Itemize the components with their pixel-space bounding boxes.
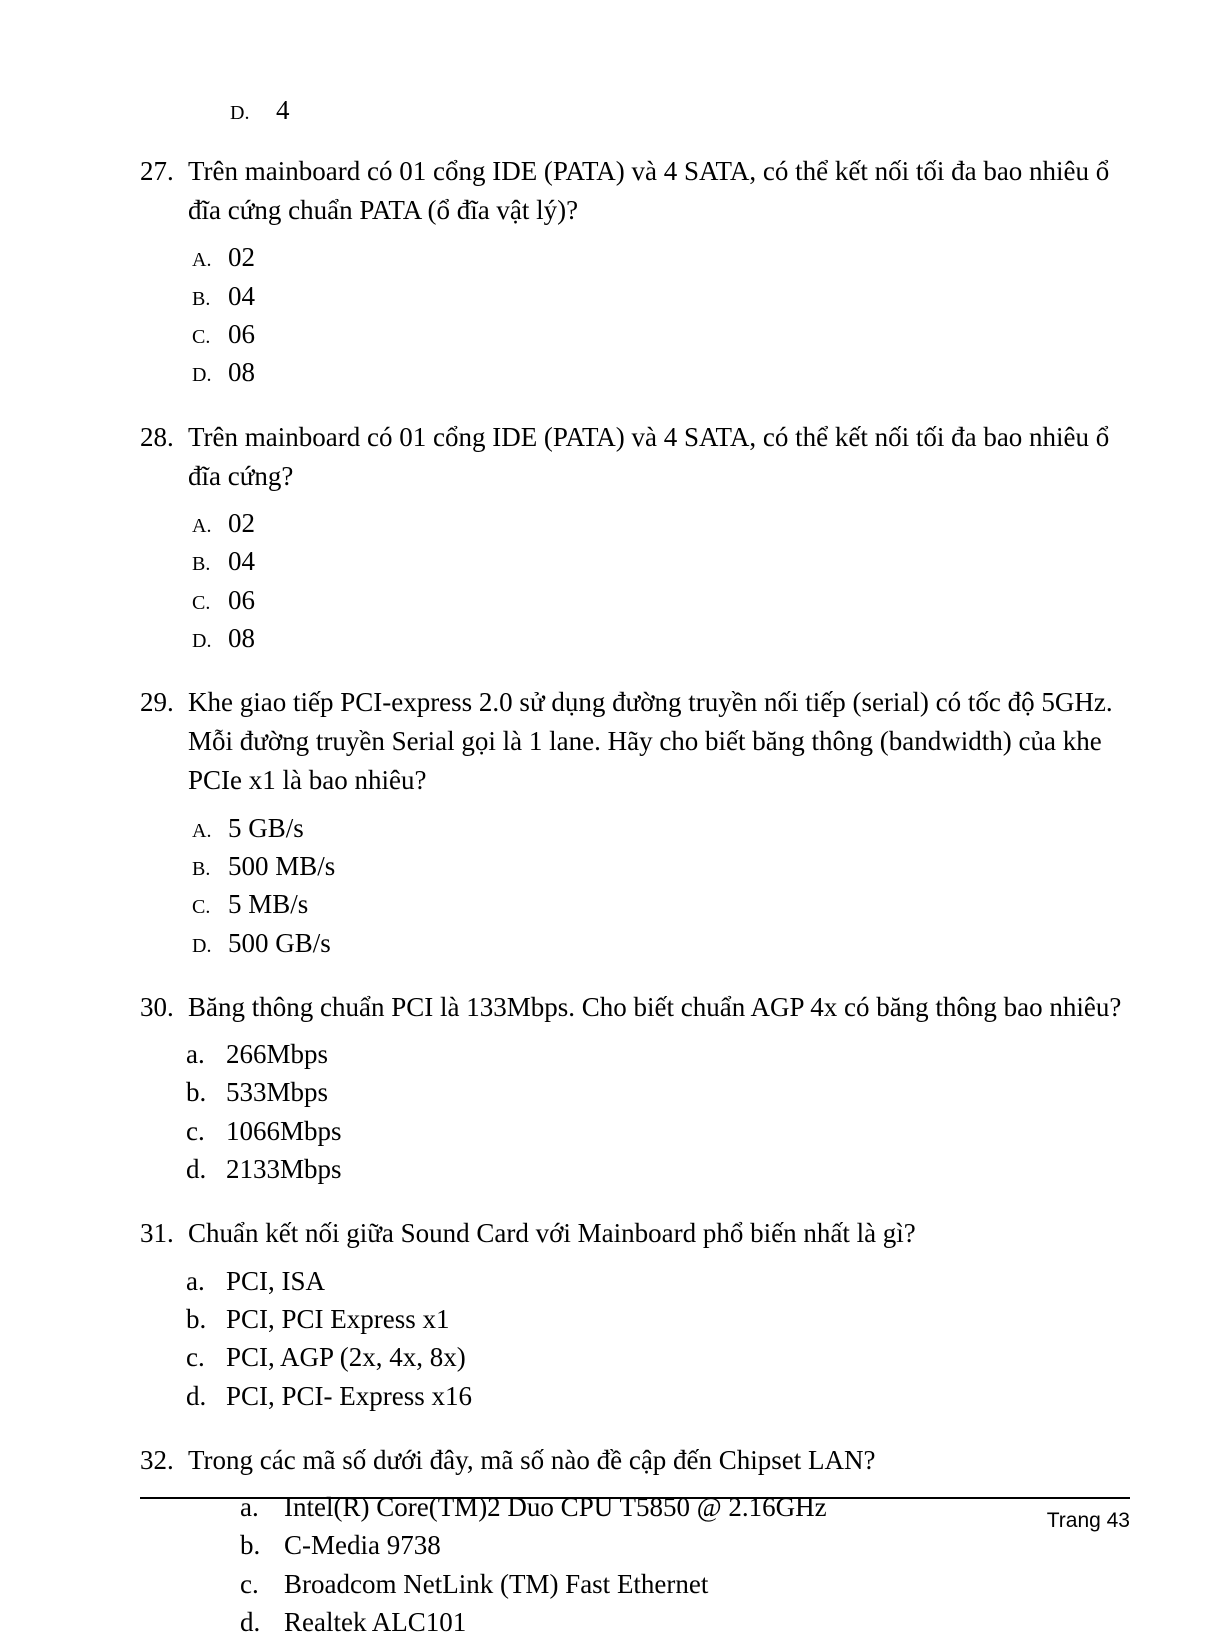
option-text: 04 bbox=[228, 546, 255, 577]
option-marker: d. bbox=[240, 1606, 261, 1637]
option-marker: C. bbox=[192, 896, 211, 919]
question-block bbox=[140, 988, 1125, 1188]
answer-option[interactable] bbox=[186, 1338, 1125, 1376]
option-text: 5 GB/s bbox=[228, 812, 304, 843]
option-text: 500 MB/s bbox=[228, 850, 336, 881]
question-text: Khe giao tiếp PCI-express 2.0 sử dụng đường truyền nối tiếp (serial) có tốc độ 5GHz. Mỗi đường truyền Serial gọi là 1 lane. Hãy cho biết băng thông (bandwidth) của khe PCIe x1 là bao nhiêu? bbox=[188, 687, 1113, 796]
answer-option[interactable] bbox=[192, 619, 1125, 657]
option-text: 06 bbox=[228, 318, 255, 349]
option-text: 04 bbox=[228, 280, 255, 311]
option-text: PCI, PCI Express x1 bbox=[226, 1303, 450, 1334]
answer-option[interactable] bbox=[192, 542, 1125, 580]
answer-option[interactable] bbox=[240, 1565, 1125, 1603]
option-text: 2133Mbps bbox=[226, 1154, 342, 1185]
answer-option[interactable] bbox=[186, 1073, 1125, 1111]
option-marker: a. bbox=[240, 1491, 259, 1522]
answer-option[interactable] bbox=[192, 238, 1125, 276]
answer-option[interactable] bbox=[192, 315, 1125, 353]
question-heading bbox=[140, 418, 1125, 496]
option-marker: c. bbox=[186, 1342, 205, 1373]
answer-option[interactable] bbox=[192, 581, 1125, 619]
option-marker: A. bbox=[192, 514, 212, 537]
question-block bbox=[140, 152, 1125, 392]
option-marker: D. bbox=[192, 629, 212, 652]
option-text: 533Mbps bbox=[226, 1077, 329, 1108]
option-marker: C. bbox=[192, 325, 211, 348]
answer-option[interactable] bbox=[186, 1112, 1125, 1150]
answer-option[interactable] bbox=[192, 504, 1125, 542]
answer-option[interactable] bbox=[186, 1300, 1125, 1338]
option-text: 5 MB/s bbox=[228, 889, 309, 920]
option-text: 08 bbox=[228, 622, 255, 653]
option-text: 266Mbps bbox=[226, 1039, 329, 1070]
answer-options bbox=[140, 504, 1125, 657]
answer-option[interactable] bbox=[240, 1603, 1125, 1641]
option-text: PCI, ISA bbox=[226, 1265, 326, 1296]
answer-option[interactable] bbox=[186, 1035, 1125, 1073]
question-heading bbox=[140, 1214, 1125, 1253]
option-text: Realtek ALC101 bbox=[284, 1606, 467, 1637]
orphan-option bbox=[230, 95, 1125, 126]
question-number: 30. bbox=[140, 991, 174, 1022]
question-text: Băng thông chuẩn PCI là 133Mbps. Cho biết chuẩn AGP 4x có băng thông bao nhiêu? bbox=[188, 991, 1122, 1022]
option-text: 06 bbox=[228, 584, 255, 615]
option-marker: B. bbox=[192, 857, 211, 880]
page-number: Trang 43 bbox=[1046, 1509, 1130, 1532]
answer-option[interactable] bbox=[192, 847, 1125, 885]
option-marker: b. bbox=[186, 1303, 207, 1334]
page-footer bbox=[140, 1497, 1130, 1533]
question-number: 28. bbox=[140, 421, 174, 452]
footer-divider bbox=[140, 1497, 1130, 1499]
option-marker: B. bbox=[192, 287, 211, 310]
answer-option[interactable] bbox=[192, 809, 1125, 847]
question-text: Trong các mã số dưới đây, mã số nào đề cập đến Chipset LAN? bbox=[188, 1444, 876, 1475]
question-text: Chuẩn kết nối giữa Sound Card với Mainboard phổ biến nhất là gì? bbox=[188, 1218, 916, 1249]
option-text: PCI, PCI- Express x16 bbox=[226, 1380, 473, 1411]
question-heading bbox=[140, 988, 1125, 1027]
question-block bbox=[140, 418, 1125, 658]
question-block bbox=[140, 1214, 1125, 1414]
question-block bbox=[140, 683, 1125, 962]
answer-options bbox=[140, 809, 1125, 962]
option-text: PCI, AGP (2x, 4x, 8x) bbox=[226, 1342, 466, 1373]
question-heading bbox=[140, 1441, 1125, 1480]
answer-option[interactable] bbox=[192, 885, 1125, 923]
option-marker: D. bbox=[230, 102, 250, 124]
answer-option[interactable] bbox=[186, 1150, 1125, 1188]
option-text: 02 bbox=[228, 242, 255, 273]
question-block bbox=[140, 1441, 1125, 1641]
option-marker: b. bbox=[240, 1530, 261, 1561]
question-number: 29. bbox=[140, 687, 174, 718]
question-list bbox=[140, 152, 1125, 1641]
option-text: C-Media 9738 bbox=[284, 1530, 441, 1561]
option-text: 1066Mbps bbox=[226, 1115, 342, 1146]
option-marker: a. bbox=[186, 1039, 205, 1070]
option-marker: A. bbox=[192, 819, 212, 842]
answer-option[interactable] bbox=[192, 924, 1125, 962]
question-number: 27. bbox=[140, 156, 174, 186]
option-marker: c. bbox=[186, 1115, 205, 1146]
option-marker: d. bbox=[186, 1380, 207, 1411]
option-text: 08 bbox=[228, 357, 255, 388]
question-text: Trên mainboard có 01 cổng IDE (PATA) và 4 SATA, có thể kết nối tối đa bao nhiêu ổ đĩa cứng? bbox=[188, 421, 1110, 491]
option-text: Broadcom NetLink (TM) Fast Ethernet bbox=[284, 1568, 709, 1599]
answer-option[interactable] bbox=[192, 353, 1125, 391]
option-marker: d. bbox=[186, 1154, 207, 1185]
option-marker: A. bbox=[192, 249, 212, 272]
answer-options bbox=[140, 1035, 1125, 1188]
option-text: Intel(R) Core(TM)2 Duo CPU T5850 @ 2.16GHz bbox=[284, 1491, 827, 1522]
option-marker: B. bbox=[192, 553, 211, 576]
question-heading bbox=[140, 152, 1125, 230]
answer-option[interactable] bbox=[192, 277, 1125, 315]
answer-options bbox=[140, 238, 1125, 391]
question-number: 31. bbox=[140, 1218, 174, 1249]
answer-option[interactable] bbox=[186, 1262, 1125, 1300]
question-number: 32. bbox=[140, 1444, 174, 1475]
option-marker: D. bbox=[192, 934, 212, 957]
answer-options bbox=[140, 1262, 1125, 1415]
option-marker: C. bbox=[192, 591, 211, 614]
option-text: 02 bbox=[228, 507, 255, 538]
answer-option[interactable] bbox=[186, 1377, 1125, 1415]
option-marker: b. bbox=[186, 1077, 207, 1108]
question-heading bbox=[140, 683, 1125, 800]
question-text: Trên mainboard có 01 cổng IDE (PATA) và 4 SATA, có thể kết nối tối đa bao nhiêu ổ đĩa cứng chuẩn PATA (ổ đĩa vật lý)? bbox=[188, 156, 1110, 226]
option-text: 500 GB/s bbox=[228, 927, 331, 958]
option-marker: a. bbox=[186, 1265, 205, 1296]
option-marker: D. bbox=[192, 364, 212, 387]
option-marker: c. bbox=[240, 1568, 259, 1599]
option-text: 4 bbox=[276, 95, 290, 125]
